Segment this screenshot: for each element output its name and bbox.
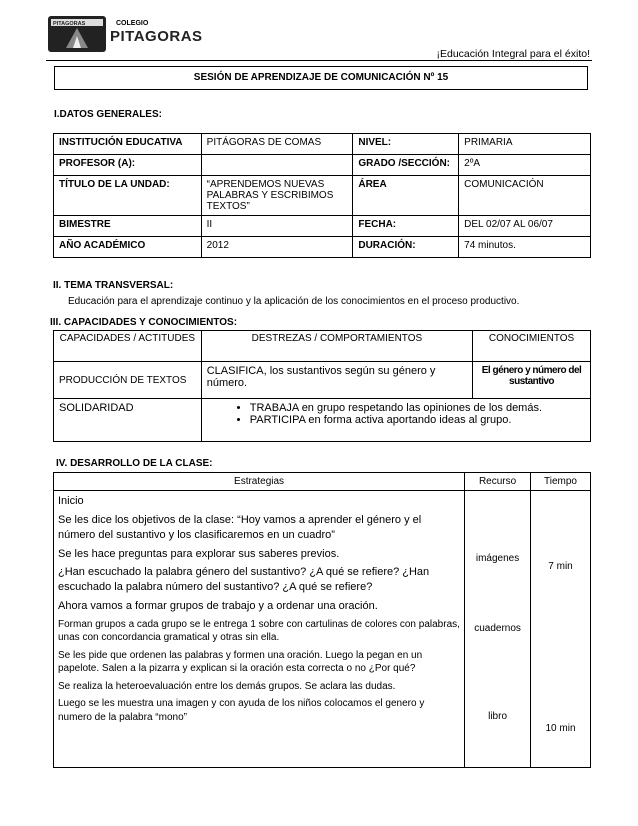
field-value: II <box>201 216 353 237</box>
field-label: GRADO /SECCIÓN: <box>353 155 459 176</box>
section1-heading: I.DATOS GENERALES: <box>54 109 162 120</box>
header-divider <box>46 60 592 61</box>
field-label: BIMESTRE <box>54 216 202 237</box>
field-label: TÍTULO DE LA UNDAD: <box>54 176 202 216</box>
field-value: 2012 <box>201 237 353 258</box>
table-row <box>54 237 591 258</box>
field-label: ÁREA <box>353 176 459 216</box>
transversal-theme-text: Educación para el aprendizaje continuo y la aplicación de los conocimientos en el proceso productivo. <box>68 296 520 307</box>
field-value: COMUNICACIÓN <box>459 176 591 216</box>
section3-heading: III. CAPACIDADES Y CONOCIMIENTOS: <box>50 317 238 328</box>
resource-item: libro <box>488 711 508 722</box>
strategy-paragraph: ¿Han escuchado la palabra género del sustantivo? ¿A qué se refiere? ¿Han escuchado la palabra número del sustantivo? ¿A qué se refiere? <box>58 566 430 594</box>
strategies-cell <box>54 491 465 768</box>
logo-small-text: COLEGIO <box>116 20 149 27</box>
resource-item: cuadernos <box>474 623 521 634</box>
strategy-paragraph: Luego se les muestra una imagen y con ayuda de los niños colocamos el genero y numero de la palabra “mono” <box>58 698 425 723</box>
skill-cell: CLASIFICA, los sustantivos según su género y número. <box>201 362 472 399</box>
col-capacidades: CAPACIDADES / ACTITUDES <box>54 331 202 362</box>
strategy-paragraph: Se realiza la heteroevaluación entre los demás grupos. Se aclara las dudas. <box>58 680 396 692</box>
field-label: INSTITUCIÓN EDUCATIVA <box>54 134 202 155</box>
logo-name: PITAGORAS <box>110 28 203 45</box>
list-item: • PARTICIPA en forma activa aportando ideas al grupo. <box>250 414 585 426</box>
strategy-paragraph: Se les dice los objetivos de la clase: “Hoy vamos a aprender el género y el número del sustantivo y los clasificaremos en un cuadro” <box>58 513 422 541</box>
capacities-table <box>53 330 591 442</box>
resource-item: imágenes <box>475 553 520 564</box>
field-label: DURACIÓN: <box>353 237 459 258</box>
col-recurso: Recurso <box>465 473 531 491</box>
field-label: AÑO ACADÉMICO <box>54 237 202 258</box>
field-value: PITÁGORAS DE COMAS <box>201 134 353 155</box>
table-row <box>54 216 591 237</box>
strategy-paragraph: Se les hace preguntas para explorar sus saberes previos. <box>58 547 340 560</box>
field-value: PRIMARIA <box>459 134 591 155</box>
session-title: SESIÓN DE APRENDIZAJE DE COMUNICACIÓN Nº 15 <box>54 66 588 90</box>
class-development-table <box>53 472 591 768</box>
field-value: “APRENDEMOS NUEVAS PALABRAS Y ESCRIBIMOS TEXTOS” <box>201 176 353 216</box>
section2-heading: II. TEMA TRANSVERSAL: <box>53 280 174 291</box>
strategy-paragraph: Se les pide que ordenen las palabras y formen una oración. Luego la pegan en un papelote. Salen a la pizarra y explican si la oración esta correcta o no ¿Por qué? <box>58 649 423 675</box>
logo-shield-text: PITAGORAS <box>53 21 86 27</box>
col-tiempo: Tiempo <box>531 473 591 491</box>
capacity-cell: PRODUCCIÓN DE TEXTOS <box>54 362 202 399</box>
field-value: DEL 02/07 AL 06/07 <box>459 216 591 237</box>
school-logo <box>46 14 203 54</box>
knowledge-cell: El género y número del sustantivo <box>473 362 591 399</box>
resources-cell <box>465 491 531 768</box>
behaviors-cell <box>201 399 590 442</box>
field-label: NIVEL: <box>353 134 459 155</box>
section4-heading: IV. DESARROLLO DE LA CLASE: <box>56 458 213 469</box>
field-value: 74 minutos. <box>459 237 591 258</box>
table-row <box>54 155 591 176</box>
col-conocimientos: CONOCIMIENTOS <box>473 331 591 362</box>
behaviors-list <box>230 402 585 426</box>
time-item: 7 min <box>548 561 573 572</box>
list-item: • TRABAJA en grupo respetando las opiniones de los demás. <box>250 402 585 414</box>
field-value <box>201 155 353 176</box>
field-label: PROFESOR (A): <box>54 155 202 176</box>
field-label: FECHA: <box>353 216 459 237</box>
attitude-cell: SOLIDARIDAD <box>54 399 202 442</box>
time-item: 10 min <box>545 723 576 734</box>
motto: ¡Educación Integral para el éxito! <box>436 48 590 60</box>
table-row <box>54 134 591 155</box>
strategy-paragraph: Forman grupos a cada grupo se le entrega 1 sobre con cartulinas de colores con palabras, unas con concordancia gramatical y otras sin ella. <box>58 618 460 644</box>
general-data-table <box>53 133 591 258</box>
table-row <box>54 176 591 216</box>
strategy-paragraph: Ahora vamos a formar grupos de trabajo y a ordenar una oración. <box>58 600 378 613</box>
col-destrezas: DESTREZAS / COMPORTAMIENTOS <box>201 331 472 362</box>
col-estrategias: Estrategias <box>54 473 465 491</box>
strategy-paragraph: Inicio <box>58 495 84 507</box>
field-value: 2ºA <box>459 155 591 176</box>
times-cell <box>531 491 591 768</box>
